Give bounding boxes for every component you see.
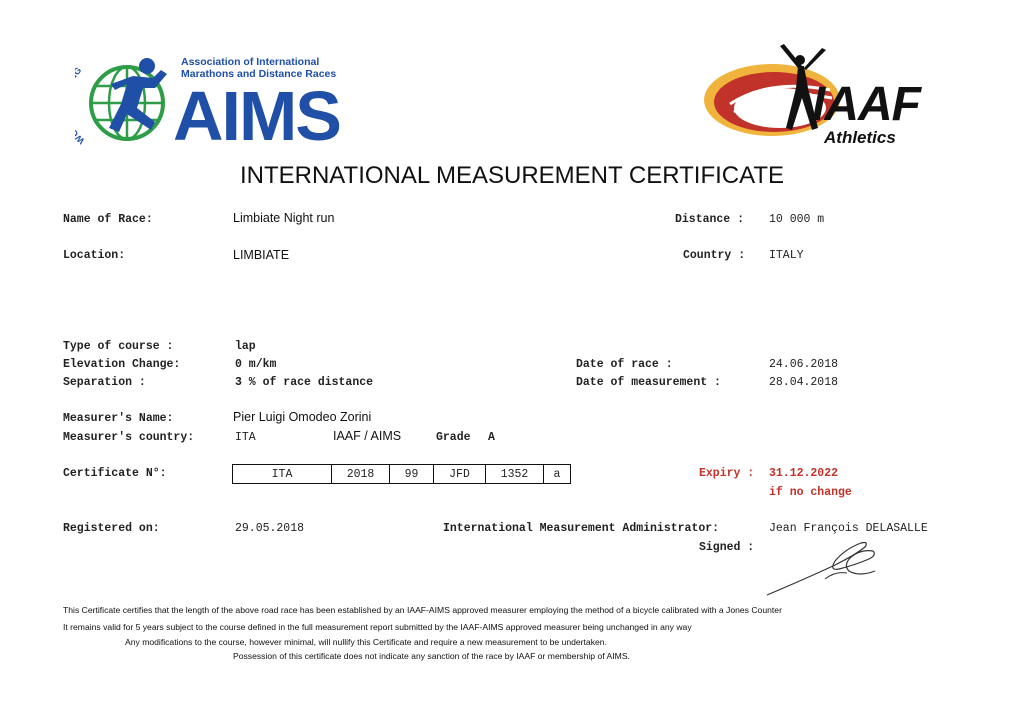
date-measurement-value: 28.04.2018 bbox=[769, 376, 839, 389]
cert-part-number: 1352 bbox=[486, 465, 544, 483]
measurer-country-label: Measurer's country: bbox=[63, 431, 195, 444]
aims-ring-text bbox=[75, 65, 86, 146]
grade-label: Grade bbox=[436, 431, 471, 444]
svg-text:WORLD RUNNING bbox=[75, 65, 86, 146]
footer-line-4: Possession of this certificate does not indicate any sanction of the race by IAAF or membership of AIMS. bbox=[233, 651, 630, 661]
certificate-number-box bbox=[232, 464, 571, 484]
registered-value: 29.05.2018 bbox=[235, 522, 305, 535]
elevation-label: Elevation Change: bbox=[63, 358, 181, 371]
separation-label: Separation : bbox=[63, 376, 146, 389]
administrator-label: International Measurement Administrator: bbox=[443, 522, 720, 535]
race-name-label: Name of Race: bbox=[63, 213, 153, 226]
signed-label: Signed : bbox=[699, 541, 755, 554]
registered-label: Registered on: bbox=[63, 522, 160, 535]
date-race-label: Date of race : bbox=[576, 358, 673, 371]
location-value: LIMBIATE bbox=[233, 248, 290, 262]
date-measurement-label: Date of measurement : bbox=[576, 376, 721, 389]
certificate-title: INTERNATIONAL MEASUREMENT CERTIFICATE bbox=[239, 162, 785, 189]
aims-logo bbox=[75, 48, 355, 158]
cert-part-year: 2018 bbox=[332, 465, 390, 483]
measurer-country-value: ITA bbox=[235, 431, 256, 444]
expiry-label: Expiry : bbox=[699, 467, 755, 480]
measurer-name-value: Pier Luigi Omodeo Zorini bbox=[233, 410, 372, 424]
race-name-value: Limbiate Night run bbox=[233, 211, 335, 225]
course-type-value: lap bbox=[235, 340, 256, 353]
location-label: Location: bbox=[63, 249, 126, 262]
certificate-number-label: Certificate N°: bbox=[63, 467, 167, 480]
cert-part-initials: JFD bbox=[434, 465, 486, 483]
distance-value: 10 000 m bbox=[769, 213, 825, 226]
country-value: ITALY bbox=[769, 249, 804, 262]
cert-part-code: 99 bbox=[390, 465, 434, 483]
date-race-value: 24.06.2018 bbox=[769, 358, 839, 371]
iaaf-wordmark: IAAF bbox=[812, 78, 920, 131]
measurer-name-label: Measurer's Name: bbox=[63, 412, 174, 425]
aims-subtitle-line1: Association of International bbox=[181, 56, 320, 68]
expiry-value: 31.12.2022 bbox=[769, 467, 839, 480]
cert-part-suffix: a bbox=[553, 467, 561, 481]
footer-line-3: Any modifications to the course, however minimal, will nullify this Certificate and require a new measurement to be undertaken. bbox=[125, 637, 607, 647]
administrator-value: Jean François DELASALLE bbox=[769, 522, 928, 535]
elevation-value: 0 m/km bbox=[235, 358, 277, 371]
footer-line-1: This Certificate certifies that the length of the above road race has been established by an IAAF-AIMS approved measurer employing the method of a bicycle calibrated with a Jones Counter bbox=[63, 605, 782, 615]
iaaf-subtitle: Athletics bbox=[824, 128, 896, 147]
iaaf-logo bbox=[700, 38, 960, 153]
course-type-label: Type of course : bbox=[63, 340, 174, 353]
cert-part-country: ITA bbox=[233, 465, 332, 483]
aims-wordmark: AIMS bbox=[173, 77, 340, 155]
grade-value: A bbox=[488, 431, 495, 444]
country-label: Country : bbox=[683, 249, 746, 262]
expiry-note: if no change bbox=[769, 486, 852, 499]
distance-label: Distance : bbox=[675, 213, 745, 226]
signature bbox=[765, 535, 885, 600]
separation-value: 3 % of race distance bbox=[235, 376, 374, 389]
footer-line-2: It remains valid for 5 years subject to the course defined in the full measurement report submitted by the IAAF-AIMS approved measurer being unchanged in any way bbox=[63, 622, 692, 632]
aims-subtitle-line2: Marathons and Distance Races bbox=[181, 68, 337, 80]
measurer-body: IAAF / AIMS bbox=[333, 429, 402, 443]
